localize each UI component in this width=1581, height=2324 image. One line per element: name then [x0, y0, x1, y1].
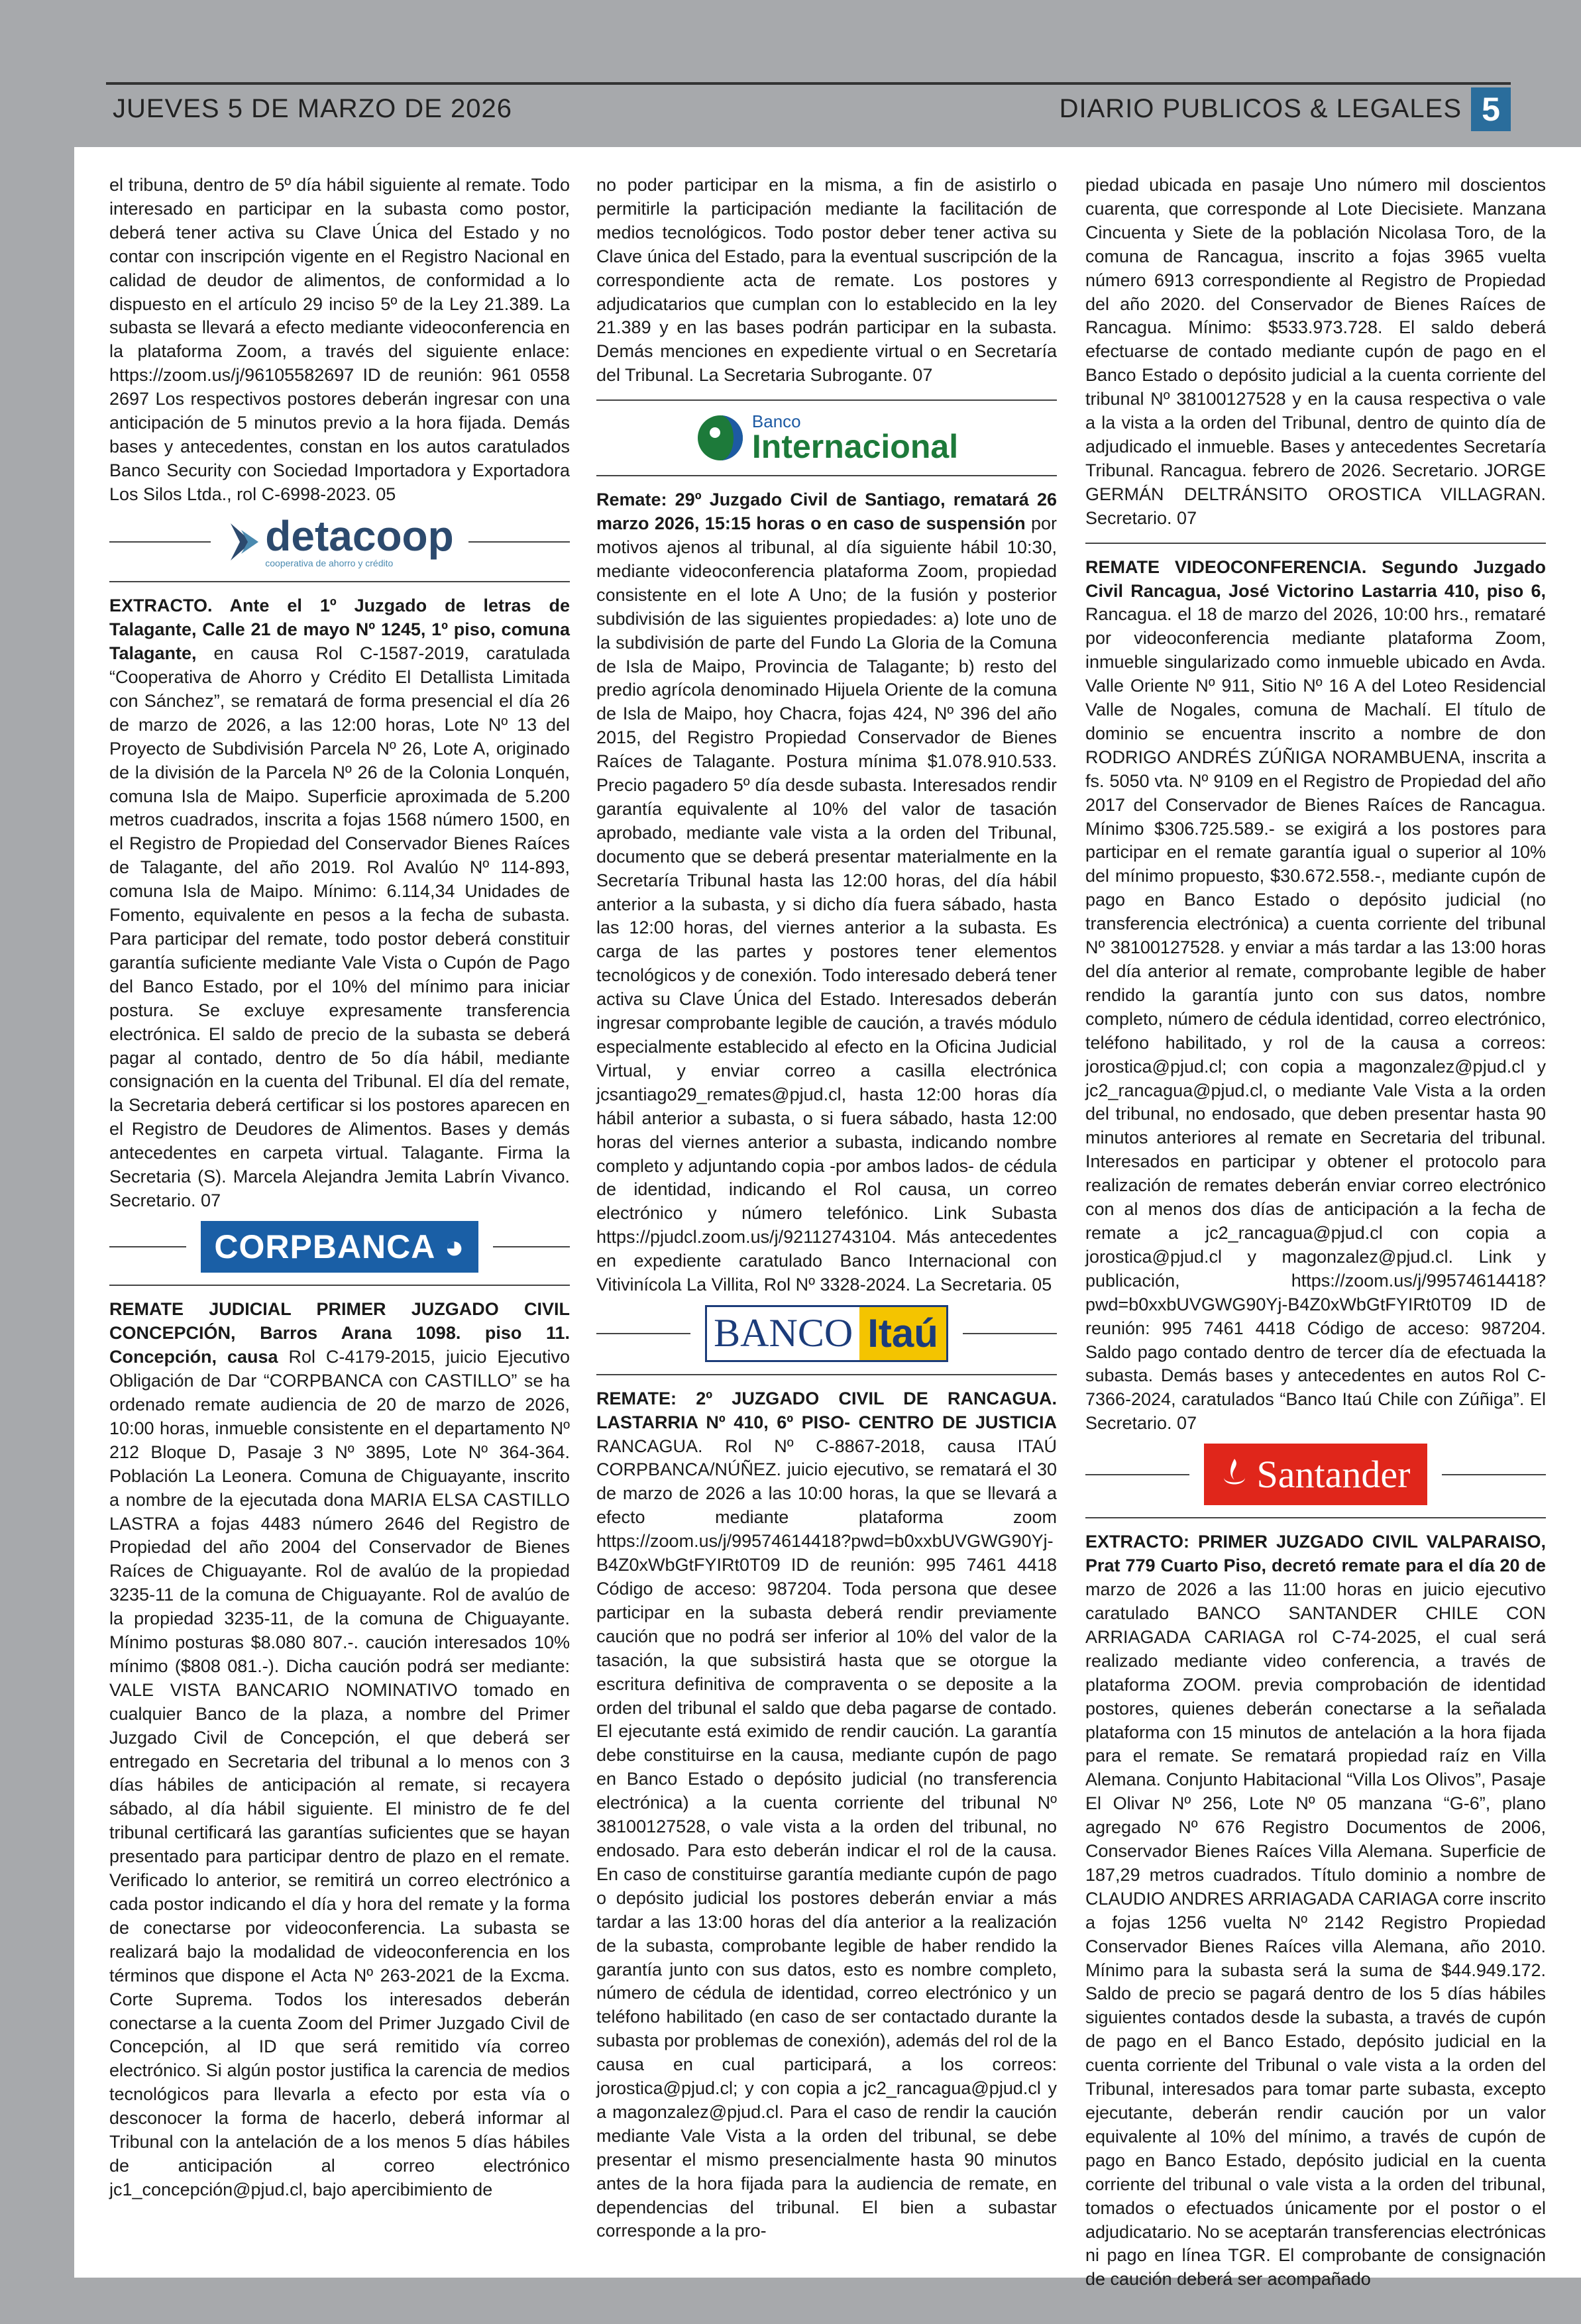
- corpbanca-logo-row: [109, 1221, 570, 1273]
- corpbanca-logo: [201, 1221, 478, 1273]
- notice-heading: REMATE VIDEOCONFERENCIA. Segundo Juzgado Civil Rancagua, José Victorino Lastarria 410, piso 6,: [1085, 556, 1546, 601]
- detacoop-logo: [225, 511, 454, 570]
- notice-heading: REMATE JUDICIAL PRIMER JUZGADO CIVIL CONCEPCIÓN, Barros Arana 1098. piso 11. Concepción, causa: [109, 1299, 570, 1367]
- itau-logo: [705, 1305, 948, 1362]
- notice-continued: el tribuna, dentro de 5º día hábil siguiente al remate. Todo interesado en participar en la subasta como postor, deberá tener activa su Clave Única del Estado y no contar con inscripción vigente en el Registro Nacional en calidad de deudor de alimentos, de conformidad a lo dispuesto en el artículo 29 inciso 5º de la Ley 21.389. La subasta se llevará a efecto mediante videoconferencia en la plataforma Zoom, a través del siguiente enlace: https://zoom.us/j/96105582697 ID de reunión: 961 0558 2697 Los respectivos postores deberán ingresar con una anticipación de 5 minutos previo a la hora fijada. Demás bases y antecedentes, constan en los autos caratulados Banco Security con Sociedad Importadora y Exportadora Los Silos Ltda., rol C-6998-2023. 05: [109, 175, 570, 504]
- notice-concepcion: [109, 1298, 570, 2201]
- banco-internacional-line2: Internacional: [751, 428, 959, 466]
- banco-internacional-globe-icon: [695, 413, 745, 463]
- notice-rancagua-videoconferencia: [1085, 556, 1546, 1436]
- notice-rancagua-itau: [596, 1387, 1057, 2244]
- divider: [596, 1374, 1057, 1375]
- divider: [1085, 1517, 1546, 1518]
- notice-body: Rancagua. el 18 de marzo del 2026, 10:00 hrs., remataré por videoconferencia mediante plataforma Zoom, inmueble singularizado como inmueble ubicado en Avda. Valle Oriente Nº 911, Sitio Nº 16 A del Loteo Residencial Valle de Nogales, comuna de Machalí. El título de dominio se encuentra inscrito a nombre de don RODRIGO ANDRÉS ZÚÑIGA NORAMBUENA, inscrita a fs. 5050 vta. Nº 9109 en el Registro de Propiedad del año 2017 del Conservador de Bienes Raíces de Rancagua. Mínimo $306.725.589.- se exigirá a los postores para participar en el remate garantía igual o superior al 10% del mínimo propuesto, $30.672.558.-, mediante cupón de pago en Banco Estado o depósito judicial (no transferencia electrónica) a cuenta corriente del tribunal Nº 38100127528. y enviar a más tardar a las 13:00 horas del día anterior al remate, comprobante legible de haber rendido la garantía junto con sus datos, nombre completo, número de cédula identidad, correo electrónico, teléfono habilitado, y rol de la causa a correos: jorostica@pjud.cl; con copia a magonzalez@pjud.cl y jc2_rancagua@pjud.cl, o mediante Vale Vista a la orden del tribunal, no endosado, que deben presentar hasta 90 minutos anteriores al remate en Secretaria del tribunal. Interesados en participar y obtener el protocolo para realización de remates deberán enviar correo electrónico con al menos dos días de anticipación a la fecha de remate a jc2_rancagua@pjud.cl con copia a jorostica@pjud.cl y magonzalez@pjud.cl. Link y publicación, https://zoom.us/j/99574614418?pwd=b0xxbUVGWG90Yj-B4Z0xWbGtFYIRt0T09 ID de reunión: 995 7461 4418 Código de acceso: 987204. Saldo pago contado dentro de tercer día de efectuada la subasta. Demás bases y antecedentes en autos Rol C-7366-2024, caratulados “Banco Itaú Chile con Zúñiga”. El Secretario. 07: [1085, 604, 1546, 1434]
- detacoop-mark-icon: [225, 521, 265, 563]
- notice-heading: Remate: 29º Juzgado Civil de Santiago, rematará 26 marzo 2026, 15:15 horas o en caso de suspensión: [596, 490, 1057, 534]
- divider: [109, 581, 570, 582]
- banco-internacional-logo: [695, 411, 959, 466]
- santander-wordmark: [1204, 1444, 1428, 1505]
- notice-body: RANCAGUA. Rol Nº C-8867-2018, causa ITAÚ CORPBANCA/NÚÑEZ. juicio ejecutivo, se rematará el 30 de marzo de 2026 a las 10:00 horas, la que se llevará a efecto mediante plataforma zoom https://zoom.us/j/99574614418?pwd=b0xxbUVGWG90Yj-B4Z0xWbGtFYIRt0T09 ID de reunión: 995 7461 4418 Código de acceso: 987204. Toda persona que desee participar en la subasta deberá rendir previamente caución que no podrá ser inferior al 10% del valor de la tasación, la que subsistirá hasta que se otorgue la escritura definitiva de compraventa o se deposite a la orden del tribunal el saldo que deba pagarse de contado. El ejecutante está eximido de rendir caución. La garantía debe constituirse en la causa, mediante cupón de pago en Banco Estado o depósito judicial (no transferencia electrónica) a la cuenta corriente del tribunal Nº 38100127528, o vale vista a la orden del tribunal, no endosado. Para esto deberán indicar el rol de la causa. En caso de constituirse garantía mediante cupón de pago o depósito judicial los postores deberán enviar a más tardar a las 13:00 horas del día anterior a la realización de la subasta, comprobante legible de haber rendido la garantía junto con sus datos, esto es nombre completo, número de cédula de identidad, correo electrónico y un teléfono habilitado (en caso de ser contactado durante la subasta por problemas de conexión), además del rol de la causa en cual participará, a los correos: jorostica@pjud.cl; y con copia a jc2_rancagua@pjud.cl y a magonzalez@pjud.cl. Para el caso de rendir la caución mediante Vale Vista a la orden del tribunal, se debe presentar el mismo presencialmente hasta 90 minutos antes de la hora fijada para la audiencia de remate, en dependencias del tribunal. El bien a subastar corresponde a la pro-: [596, 1436, 1057, 2241]
- detacoop-tagline: cooperativa de ahorro y crédito: [265, 557, 394, 568]
- issue-date: JUEVES 5 DE MARZO DE 2026: [113, 94, 512, 123]
- notice-santiago: [596, 488, 1057, 1297]
- corpbanca-mark-icon: ◕: [444, 1228, 465, 1265]
- page-number: 5: [1471, 87, 1511, 131]
- santander-logo-row: [1085, 1444, 1546, 1505]
- santander-flame-icon: [1221, 1457, 1248, 1492]
- column-1: [109, 174, 570, 2202]
- santander-logo: [1204, 1444, 1428, 1505]
- detacoop-logo-row: [109, 511, 570, 570]
- divider: [109, 1285, 570, 1286]
- banco-internacional-line1: Banco: [751, 411, 801, 432]
- itau-wordmark: [705, 1305, 948, 1362]
- notice-body: Rol C-4179-2015, juicio Ejecutivo Obligación de Dar “CORPBANCA con CASTILLO” se ha ordenado remate audiencia de 20 de marzo de 2026, 10:00 horas, inmueble consistente en el departamento Nº 212 Bloque D, Pasaje 3 Nº 3895, Lote Nº 364-364. Población La Leonera. Comuna de Chiguayante, inscrito a nombre de la ejecutada dona MARIA ELSA CASTILLO LASTRA a fojas 4483 número 2646 del Registro de Propiedad del año 2004 del Conservador de Bienes Raíces de Chiguayante. Rol de avalúo de la propiedad 3235-11 de la comuna de Chiguayante. Rol de avalúo de la propiedad 3235-11, de la comuna de Chiguayante. Mínimo posturas $8.080 807.-. caución interesados 10% mínimo ($808 081.-). Dicha caución podrá ser mediante: VALE VISTA BANCARIO NOMINATIVO tomado en cualquier Banco de la plaza, a nombre del Primer Juzgado Civil de Concepción, el que deberá ser entregado en Secretaria del tribunal a lo menos con 3 días hábiles de anticipación al remate, si recayera sábado, al día hábil siguiente. El ministro de fe del tribunal certificará las garantías suficientes que se hayan presentado para participar dentro de plazo en el remate. Verificado lo anterior, se remitirá un correo electrónico a cada postor indicando el día y hora del remate y la forma de conectarse por videoconferencia. La subasta se realizará bajo la modalidad de videoconferencia en los términos que dispone el Acta Nº 263-2021 de la Excma. Corte Suprema. Todos los interesados deberán conectarse a la cuenta Zoom del Primer Juzgado Civil de Concepción, al ID que será remitido vía correo electrónico. Si algún postor justifica la carencia de medios tecnológicos para llevarla a efecto por esta vía o desconocer la forma de hacerlo, deberá informar al Tribunal con la antelación de a los menos 5 días hábiles de anticipación al correo electrónico jc1_concepción@pjud.cl, bajo apercibimiento de: [109, 1347, 570, 2199]
- itau-name: Itaú: [859, 1307, 946, 1360]
- notice-body: por motivos ajenos al tribunal, al día siguiente hábil 10:30, mediante videoconferencia plataforma Zoom, propiedad consistente en el lote A Uno; de la fusión y posterior subdivisión de las siguientes propiedades: a) lote uno de la subdivisión de parte del Fundo La Gloria de la Comuna de Isla de Maipo, Provincia de Talagante; b) resto del predio agrícola denominado Hijuela Oriente de la comuna de Isla de Maipo, hoy Chacra, fojas 424, Nº 396 del año 2015, del Registro Propiedad Conservador de Bienes Raíces de Talagante. Postura mínima $1.078.910.533. Precio pagadero 5º día desde subasta. Interesados rendir garantía equivalente al 10% del valor de tasación aprobado, mediante vale vista a la orden del Tribunal, documento que se deberá presentar materialmente en la Secretaría Tribunal hasta las 12:00 horas, del día hábil anterior a la subasta, y si dicho día fuera sábado, hasta las 12:00 horas, del viernes anterior a la subasta. Es carga de las partes y postores tener elementos tecnológicos y de conexión. Todo interesado deberá tener activa su Clave Única del Estado. Interesados deberán ingresar comprobante legible de caución, a través módulo especialmente establecido al efecto en la Oficina Judicial Virtual, y enviar correo a casilla electrónica jcsantiago29_remates@pjud.cl, hasta 12:00 horas día hábil anterior a subasta, o si fuera sábado, hasta 12:00 horas del viernes anterior a subasta, indicando nombre completo y adjuntando copia -por ambos lados- de cédula de identidad, indicando el Rol causa, un correo electrónico y número telefónico. Link Subasta https://pjudcl.zoom.us/j/92112743104. Más antecedentes en expediente caratulado Banco Internacional con Vitivinícola La Villita, Rol Nº 3328-2024. La Secretaria. 05: [596, 513, 1057, 1295]
- page-header: [106, 82, 1511, 134]
- banco-internacional-logo-row: [596, 411, 1057, 466]
- notice-body: marzo de 2026 a las 11:00 horas en juicio ejecutivo caratulado BANCO SANTANDER CHILE CON ARRIAGADA CARIAGA rol C-74-2025, el cual será realizado mediante video conferencia, a través de plataforma ZOOM. previa comprobación de identidad postores, quienes deberán conectarse a la señalada plataforma con 15 minutos de antelación a la hora fijada para el remate. Se rematará propiedad raíz en Villa Alemana. Conjunto Habitacional “Villa Los Olivos”, Pasaje El Olivar Nº 256, Lote Nº 05 manzana “G-6”, plano agregado Nº 676 Registro Documentos de 2006, Conservador Bienes Raíces Villa Alemana. Superficie de 187,29 metros cuadrados. Título dominio a nombre de CLAUDIO ANDRES ARRIAGADA CARIAGA corre inscrito a fojas 1256 vuelta Nº 2142 Registro Propiedad Conservador Bienes Raíces villa Alemana, año 2010. Mínimo para la subasta será la suma de $44.949.172. Saldo de precio se pagará dentro de los 5 días hábiles siguientes contados desde la subasta, a través de cupón de pago en el Banco Estado, depósito judicial en la cuenta corriente del Tribunal o vale vista a la orden del Tribunal, interesados para tomar parte subasta, excepto ejecutante, deberán rendir caución por un valor equivalente al 10% del mínimo, a través de cupón de pago en Banco Estado, depósito judicial en la cuenta corriente del tribunal o vale vista a la orden del tribunal, tomados o efectuados únicamente por el postor o el adjudicatario. No se aceptarán transferencias electrónicas ni pago en línea TGR. El comprobante de consignación de caución deberá ser acompañado: [1085, 1579, 1546, 2290]
- notice-heading: EXTRACTO. Ante el 1º Juzgado de letras de Talagante, Calle 21 de mayo Nº 1245, 1º piso, comuna Talagante,: [109, 596, 570, 664]
- corpbanca-wordmark: [201, 1221, 478, 1273]
- corpbanca-name: CORPBANCA: [214, 1228, 435, 1265]
- notice-continued: no poder participar en la misma, a fin de asistirlo o permitirle la participación mediante la facilitación de medios tecnológicos. Todo postor deber tener activa su Clave única del Estado, para la eventual suscripción de la correspondiente acta de remate. Los postores y adjudicatarios que cumplan con lo establecido en la ley 21.389 y en las bases podrán participar en la subasta. Demás menciones en expediente virtual o en Secretaría del Tribunal. La Secretaria Subrogante. 07: [596, 175, 1057, 386]
- detacoop-name: detacoop: [265, 511, 454, 560]
- itau-logo-row: [596, 1305, 1057, 1362]
- divider: [1085, 543, 1546, 544]
- notice-talagante: [109, 594, 570, 1213]
- notice-valparaiso: [1085, 1530, 1546, 2292]
- notice-body: en causa Rol C-1587-2019, caratulada “Cooperativa de Ahorro y Crédito El Detallista Limitada con Sánchez”, se rematará de forma presencial el día 26 de marzo de 2026, a las 12:00 horas, Lote Nº 13 del Proyecto de Subdivisión Parcela Nº 26, Lote A, originado de la división de la Parcela Nº 26 de la Colonia Lonquén, comuna Isla de Maipo. Superficie aproximada de 5.200 metros cuadrados, inscrita a fojas 1568 número 1500, en el Registro de Propiedad del Conservador Bienes Raíces de Talagante, del año 2019. Rol Avalúo Nº 114-893, comuna Isla de Maipo. Mínimo: 6.114,34 Unidades de Fomento, equivalente en pesos a la fecha de subasta. Para participar del remate, todo postor deberá constituir garantía suficiente mediante Vale Vista o Cupón de Pago del Banco Estado, por el 10% del mínimo para iniciar postura. Se excluye expresamente transferencia electrónica. El saldo de precio de la subasta se deberá pagar al contado, dentro de 5o día hábil, mediante consignación en la cuenta del Tribunal. El día del remate, la Secretaria deberá certificar si los postores aparecen en el Registro de Deudores de Alimentos. Bases y demás antecedentes en carpeta virtual. Talagante. Firma la Secretaria (S). Marcela Alejandra Jemita Labrín Vivanco. Secretario. 07: [109, 643, 570, 1210]
- column-3: [1085, 174, 1546, 2292]
- notice-continued: piedad ubicada en pasaje Uno número mil doscientos cuarenta, que corresponde al Lote Diecisiete. Manzana Cincuenta y Siete de la población Nicolasa Toro, de la comuna de Rancagua, inscrito a fojas 3965 vuelta número 6913 correspondiente al Registro de Propiedad del año 2020. del Conservador de Bienes Raíces de Rancagua. Mínimo: $533.973.728. El saldo deberá efectuarse de contado mediante cupón de pago en el Banco Estado o depósito judicial a la cuenta corriente del tribunal Nº 38100127528 y en la causa respectiva o vale a la vista a la orden del Tribunal, dentro de quinto día de adjudicado el inmueble. Bases y antecedentes Secretaría Tribunal. Rancagua. febrero de 2026. Secretario. JORGE GERMÁN DELTRÁNSITO OROSTICA VILLAGRAN. Secretario. 07: [1085, 175, 1546, 528]
- itau-banco-text: BANCO: [714, 1310, 853, 1355]
- newspaper-title: DIARIO PUBLICOS & LEGALES: [1059, 94, 1462, 123]
- notice-heading: REMATE: 2º JUZGADO CIVIL DE RANCAGUA. LASTARRIA Nº 410, 6º PISO- CENTRO DE JUSTICIA: [596, 1388, 1057, 1432]
- santander-name: Santander: [1256, 1453, 1411, 1497]
- notice-heading: EXTRACTO: PRIMER JUZGADO CIVIL VALPARAISO, Prat 779 Cuarto Piso, decretó remate para el día 20 de: [1085, 1532, 1546, 1576]
- column-2: [596, 174, 1057, 2243]
- divider: [596, 399, 1057, 401]
- divider: [596, 475, 1057, 476]
